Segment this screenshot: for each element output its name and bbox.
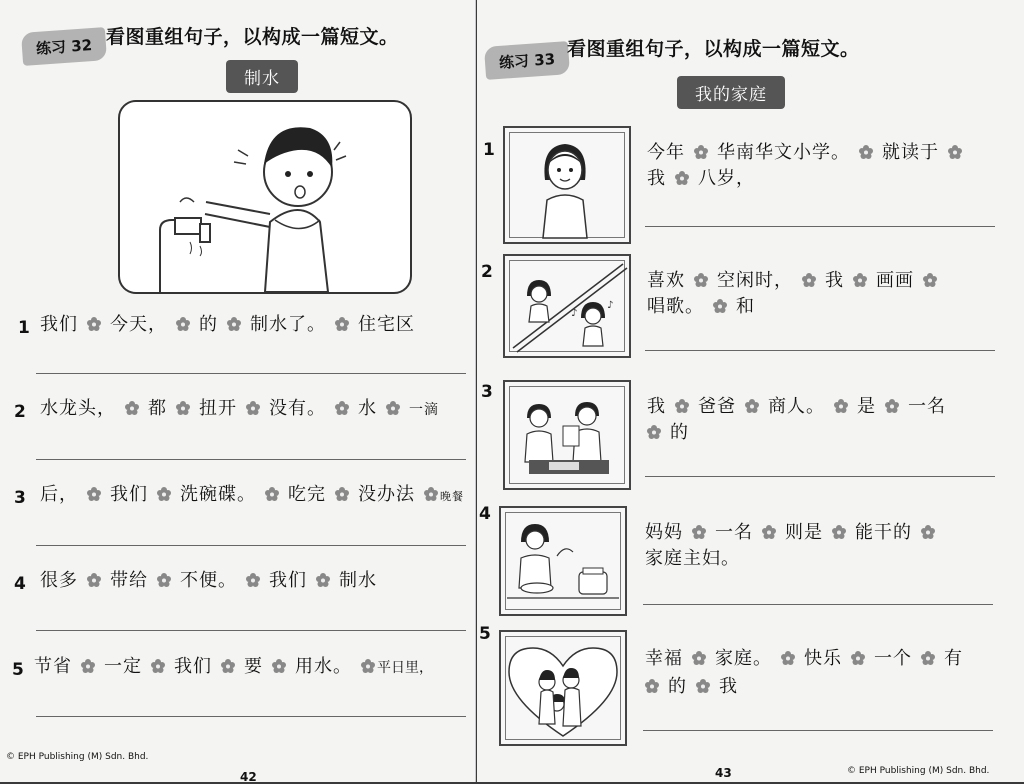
flower-icon — [157, 481, 171, 495]
word: 一个 — [874, 648, 912, 669]
word: 商人。 — [768, 396, 825, 417]
flower-icon — [316, 567, 330, 581]
word: 一名 — [715, 522, 753, 543]
word: 的 — [670, 422, 689, 443]
svg-text:♪: ♪ — [571, 308, 578, 319]
flower-icon — [696, 673, 710, 687]
flower-icon — [227, 311, 241, 325]
housewife-cooking-illustration — [501, 508, 625, 614]
word: 喜欢 — [647, 270, 685, 291]
word: 制水了。 — [250, 314, 326, 335]
answer-line-q2[interactable] — [36, 459, 466, 460]
flower-icon — [335, 311, 349, 325]
flower-icon — [762, 519, 776, 533]
flower-icon — [361, 653, 375, 667]
flower-icon — [832, 519, 846, 533]
word: 晚餐 — [440, 490, 464, 503]
answer-line-q4[interactable] — [643, 604, 993, 605]
word: 都 — [148, 398, 167, 419]
word: 我 — [825, 270, 844, 291]
flower-icon — [87, 311, 101, 325]
question-number: 1 — [18, 318, 30, 338]
answer-line-q1[interactable] — [36, 373, 466, 374]
flower-icon — [921, 645, 935, 659]
word: 的 — [668, 676, 687, 697]
answer-line-q3[interactable] — [36, 545, 466, 546]
word: 空闲时， — [717, 270, 793, 291]
story-title-33: 我的家庭 — [677, 76, 785, 109]
page-number: 42 — [240, 770, 257, 784]
flower-icon — [81, 653, 95, 667]
flower-icon — [694, 267, 708, 281]
flower-icon — [692, 519, 706, 533]
question-number: 4 — [479, 504, 491, 524]
flower-icon — [246, 567, 260, 581]
word: 华南华文小学。 — [717, 142, 850, 163]
word: 我 — [719, 676, 738, 697]
word: 快乐 — [804, 648, 842, 669]
word: 水龙头， — [40, 398, 116, 419]
copyright-footer: © EPH Publishing (M) Sdn. Bhd. — [6, 752, 149, 762]
question-number: 3 — [14, 488, 26, 508]
question-number: 2 — [14, 402, 26, 422]
exercise-badge-33: 练习 33 — [484, 41, 570, 80]
question-number: 3 — [481, 382, 493, 402]
word: 洗碗碟。 — [180, 484, 256, 505]
word-bank-q2 — [40, 394, 439, 425]
girl-illustration — [505, 128, 629, 242]
word: 有 — [944, 648, 963, 669]
copyright-footer: © EPH Publishing (M) Sdn. Bhd. — [847, 766, 990, 776]
flower-icon — [859, 139, 873, 153]
word: 一定 — [104, 656, 142, 677]
flower-icon — [713, 293, 727, 307]
flower-icon — [176, 395, 190, 409]
flower-icon — [87, 567, 101, 581]
flower-icon — [853, 267, 867, 281]
word: 我们 — [269, 570, 307, 591]
word: 住宅区 — [358, 314, 415, 335]
word: 我们 — [40, 314, 78, 335]
page-number: 43 — [715, 766, 732, 780]
word: 我 — [647, 396, 666, 417]
answer-line-q1[interactable] — [645, 226, 995, 227]
picture-father — [503, 380, 631, 490]
word: 能干的 — [855, 522, 912, 543]
word: 则是 — [785, 522, 823, 543]
word-bank-q4-line2 — [645, 544, 740, 574]
instruction-33: 看图重组句子，以构成一篇短文。 — [567, 38, 860, 60]
word: 幸福 — [645, 648, 683, 669]
flower-icon — [272, 653, 286, 667]
word: 家庭。 — [715, 648, 772, 669]
word: 没有。 — [269, 398, 326, 419]
word: 就读于 — [882, 142, 939, 163]
word: 要 — [244, 656, 263, 677]
happy-family-heart-illustration — [501, 632, 625, 744]
flower-icon — [125, 395, 139, 409]
word: 和 — [736, 296, 755, 317]
word: 我 — [647, 168, 666, 189]
answer-line-q5[interactable] — [36, 716, 466, 717]
question-number: 4 — [14, 574, 26, 594]
word: 制水 — [339, 570, 377, 591]
answer-line-q5[interactable] — [643, 730, 993, 731]
word-bank-q3 — [40, 480, 464, 512]
flower-icon — [176, 311, 190, 325]
flower-icon — [675, 393, 689, 407]
question-number: 5 — [12, 660, 24, 680]
story-title-32: 制水 — [226, 60, 298, 93]
flower-icon — [87, 481, 101, 495]
word: 没办法 — [358, 484, 415, 505]
illustration-boy-tap — [118, 100, 412, 294]
exercise-badge-32: 练习 32 — [21, 27, 107, 66]
word: 后， — [40, 484, 78, 505]
flower-icon — [675, 165, 689, 179]
flower-icon — [948, 139, 962, 153]
word: 用水。 — [295, 656, 352, 677]
word-bank-q1 — [40, 310, 415, 340]
picture-mother — [499, 506, 627, 616]
instruction-32: 看图重组句子，以构成一篇短文。 — [106, 26, 399, 48]
flower-icon — [802, 267, 816, 281]
word-bank-q1-line2 — [647, 164, 755, 194]
word-bank-q5-line1 — [645, 644, 963, 674]
word-bank-q5 — [34, 652, 433, 683]
answer-line-q2[interactable] — [645, 350, 995, 351]
flower-icon — [694, 139, 708, 153]
svg-text:♪: ♪ — [607, 300, 614, 311]
flower-icon — [246, 395, 260, 409]
word: 很多 — [40, 570, 78, 591]
word: 一滴 — [409, 402, 439, 418]
answer-line-q4[interactable] — [36, 630, 466, 631]
word: 吃完 — [288, 484, 326, 505]
flower-icon — [781, 645, 795, 659]
businessman-illustration — [505, 382, 629, 488]
word: 爸爸 — [698, 396, 736, 417]
flower-icon — [745, 393, 759, 407]
word: 家庭主妇。 — [645, 548, 740, 569]
word-bank-q2-line2 — [647, 292, 755, 322]
flower-icon — [834, 393, 848, 407]
flower-icon — [885, 393, 899, 407]
word: 水 — [358, 398, 377, 419]
flower-icon — [692, 645, 706, 659]
drawing-and-singing-illustration — [505, 256, 629, 356]
boy-at-tap-image — [120, 102, 410, 292]
word: 我们 — [174, 656, 212, 677]
word: 是 — [857, 396, 876, 417]
question-number: 2 — [481, 262, 493, 282]
flower-icon — [335, 395, 349, 409]
picture-family — [499, 630, 627, 746]
picture-girl — [503, 126, 631, 244]
question-number: 5 — [479, 624, 491, 644]
word: 节省 — [34, 656, 72, 677]
word: 唱歌。 — [647, 296, 704, 317]
question-number: 1 — [483, 140, 495, 160]
flower-icon — [923, 267, 937, 281]
word: 今年 — [647, 142, 685, 163]
flower-icon — [386, 395, 400, 409]
right-page — [477, 0, 1024, 782]
word: 带给 — [110, 570, 148, 591]
word-bank-q3-line2 — [647, 418, 689, 448]
word: 不便。 — [180, 570, 237, 591]
flower-icon — [424, 481, 438, 495]
answer-line-q3[interactable] — [645, 476, 995, 477]
word: 平日里， — [377, 660, 433, 676]
left-page — [0, 0, 476, 782]
flower-icon — [647, 419, 661, 433]
flower-icon — [151, 653, 165, 667]
word: 扭开 — [199, 398, 237, 419]
flower-icon — [157, 567, 171, 581]
word: 今天， — [110, 314, 167, 335]
picture-hobbies — [503, 254, 631, 358]
word: 的 — [199, 314, 218, 335]
flower-icon — [335, 481, 349, 495]
flower-icon — [221, 653, 235, 667]
word-bank-q3-line1 — [647, 392, 946, 422]
word: 一名 — [908, 396, 946, 417]
word-bank-q4 — [40, 566, 377, 596]
word: 我们 — [110, 484, 148, 505]
flower-icon — [265, 481, 279, 495]
word-bank-q5-line2 — [645, 672, 738, 702]
word: 八岁， — [698, 168, 755, 189]
word: 画画 — [876, 270, 914, 291]
word: 妈妈 — [645, 522, 683, 543]
flower-icon — [921, 519, 935, 533]
flower-icon — [645, 673, 659, 687]
flower-icon — [851, 645, 865, 659]
